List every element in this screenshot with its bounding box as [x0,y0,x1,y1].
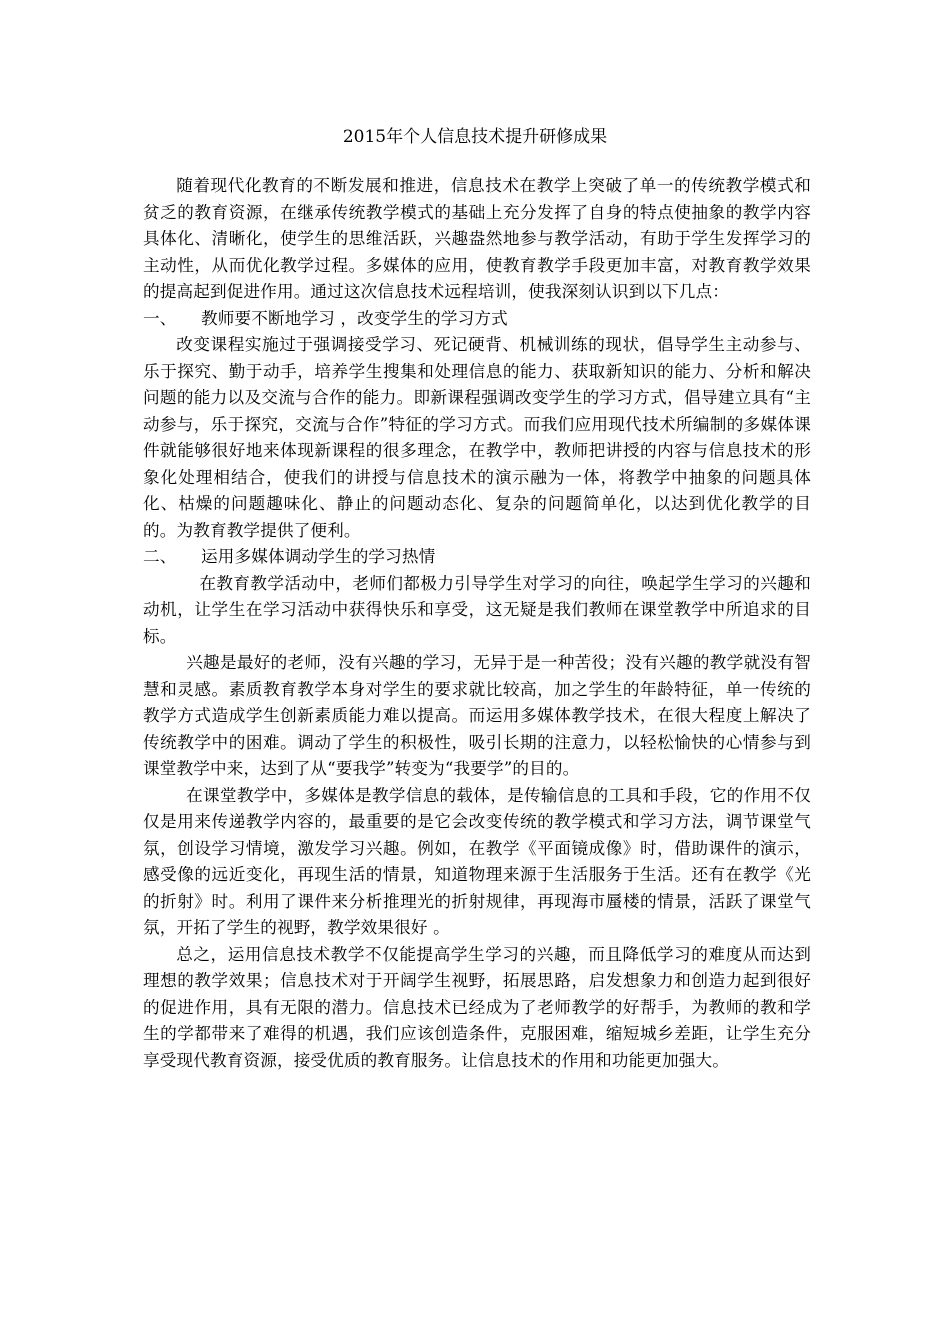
intro-paragraph: 随着现代化教育的不断发展和推进，信息技术在教学上突破了单一的传统教学模式和贫乏的教育资源，在继承传统教学模式的基础上充分发挥了自身的特点使抽象的教学内容具体化、清晰化，使学生的思维活跃，兴趣盎然地参与教学活动，有助于学生发挥学习的主动性，从而优化教学过程。多媒体的应用，使教育教学手段更加丰富，对教育教学效果的提高起到促进作用。通过这次信息技术远程培训，使我深刻认识到以下几点： [143,176,811,301]
conclusion-paragraph: 总之，运用信息技术教学不仅能提高学生学习的兴趣，而且降低学习的难度从而达到理想的教学效果；信息技术对于开阔学生视野，拓展思路，启发想象力和创造力起到很好的促进作用，具有无限的潜力。信息技术已经成为了老师教学的好帮手，为教师的教和学生的学都带来了难得的机遇，我们应该创造条件，克服困难，缩短城乡差距，让学生充分享受现代教育资源，接受优质的教育服务。让信息技术的作用和功能更加强大。 [143,944,811,1070]
section-2-number: 二、 [143,547,177,566]
section-1-paragraph: 改变课程实施过于强调接受学习、死记硬背、机械训练的现状，倡导学生主动参与、乐于探究、勤于动手，培养学生搜集和处理信息的能力、获取新知识的能力、分析和解决问题的能力以及交流与合作的能力。即新课程强调改变学生的学习方式，倡导建立具有“主动参与，乐于探究，交流与合作”特征的学习方式。而我们应用现代技术所编制的多媒体课件就能够很好地来体现新课程的很多理念，在教学中，教师把讲授的内容与信息技术的形象化处理相结合，使我们的讲授与信息技术的演示融为一体，将教学中抽象的问题具体化、枯燥的问题趣味化、静止的问题动态化、复杂的问题简单化，以达到优化教学的目的。为教育教学提供了便利。 [143,335,811,540]
section-2-paragraph-3: 在课堂教学中，多媒体是教学信息的载体，是传输信息的工具和手段，它的作用不仅仅是用来传递教学内容的，最重要的是它会改变传统的教学模式和学习方法，调节课堂气氛，创设学习情境，激发学习兴趣。例如，在教学《平面镜成像》时，借助课件的演示，感受像的远近变化，再现生活的情景，知道物理来源于生活服务于生活。还有在教学《光的折射》时。利用了课件来分析推理光的折射规律，再现海市蜃楼的情景，活跃了课堂气氛，开拓了学生的视野，教学效果很好 。 [143,785,811,937]
section-1-heading-text: 教师要不断地学习 ，改变学生的学习方式 [201,308,508,328]
section-2-paragraph-1: 在教育教学活动中，老师们都极力引导学生对学习的向往，唤起学生学习的兴趣和动机，让学生在学习活动中获得快乐和享受，这无疑是我们教师在课堂教学中所追求的目标。 [143,573,811,646]
section-1-heading [143,306,811,333]
document-title: 2015年个人信息技术提升研修成果 [342,127,608,147]
document-body [143,173,811,1074]
section-2-heading [143,544,811,571]
section-2-paragraph-2: 兴趣是最好的老师，没有兴趣的学习，无异于是一种苦役；没有兴趣的教学就没有智慧和灵感。素质教育教学本身对学生的要求就比较高，加之学生的年龄特征，单一传统的教学方式造成学生创新素质能力难以提高。而运用多媒体教学技术，在很大程度上解决了传统教学中的困难。调动了学生的积极性，吸引长期的注意力，以轻松愉快的心情参与到课堂教学中来，达到了从“要我学”转变为“我要学”的目的。 [143,653,811,778]
section-1-number: 一、 [143,308,177,328]
section-2-heading-text: 运用多媒体调动学生的学习热情 [201,547,436,566]
